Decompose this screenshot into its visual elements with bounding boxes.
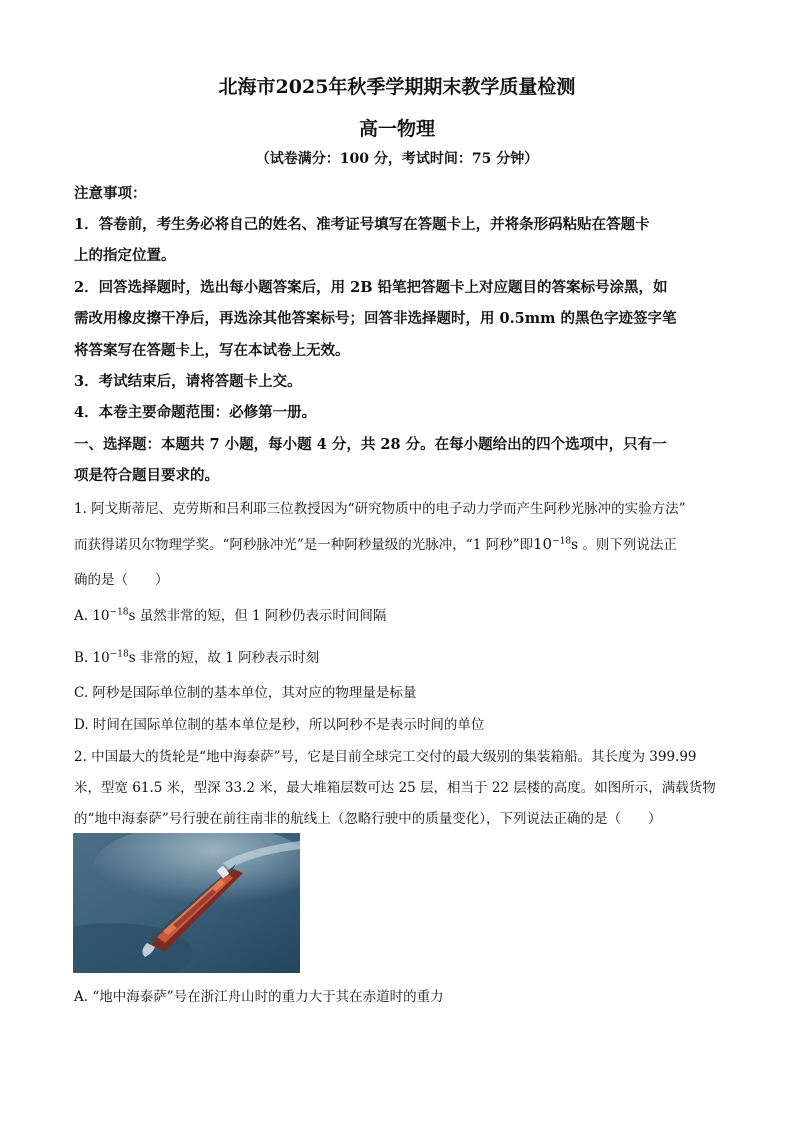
notes-heading: 注意事项： xyxy=(74,185,147,202)
q2-option-a: A. “地中海泰萨”号在浙江舟山时的重力大于其在赤道时的重力 xyxy=(74,989,444,1005)
section-1-line-2: 项是符合题目要求的。 xyxy=(74,467,219,484)
q1-option-a-power-exponent: −18 xyxy=(109,607,129,618)
q1-option-a xyxy=(74,604,724,624)
q1-option-b xyxy=(74,646,724,666)
q1-power-exponent: −18 xyxy=(552,536,572,547)
q2-stem-line-2: 米，型宽 61.5 米，型深 33.2 米，最大堆箱层数可达 25 层，相当于 22 层楼的高度。如图所示，满载货物 xyxy=(74,780,716,796)
q1-stem-line-2-a: 而获得诺贝尔物理学奖。“阿秒脉冲光”是一种阿秒量级的光脉冲，“1 阿秒”即 xyxy=(74,537,533,553)
q1-stem-line-2 xyxy=(74,533,724,553)
container-ship-photo xyxy=(73,833,300,973)
q1-stem-line-2-b: s 。则下列说法正 xyxy=(571,537,677,553)
q1-option-a-label: A. xyxy=(74,608,93,624)
note-3: 3．考试结束后，请将答题卡上交。 xyxy=(74,373,302,390)
q2-stem-line-3: 的“地中海泰萨”号行驶在前往南非的航线上（忽略行驶中的质量变化），下列说法正确的是（ ） xyxy=(74,811,662,827)
q1-option-b-text: s 非常的短，故 1 阿秒表示时刻 xyxy=(128,650,320,666)
q1-stem-line-1: 1. 阿戈斯蒂尼、克劳斯和吕利耶三位教授因为“研究物质中的电子动力学而产生阿秒光脉冲的实验方法” xyxy=(74,501,686,517)
note-2-line-1: 2．回答选择题时，选出每小题答案后，用 2B 铅笔把答题卡上对应题目的答案标号涂黑，如 xyxy=(74,279,668,296)
exam-title: 北海市2025年秋季学期期末教学质量检测 xyxy=(218,76,576,98)
q1-option-c: C. 阿秒是国际单位制的基本单位，其对应的物理量是标量 xyxy=(74,685,417,701)
q1-option-d: D. 时间在国际单位制的基本单位是秒，所以阿秒不是表示时间的单位 xyxy=(74,717,485,733)
section-1-line-1: 一、选择题：本题共 7 小题，每小题 4 分，共 28 分。在每小题给出的四个选项中，只有一 xyxy=(74,436,667,453)
note-4: 4．本卷主要命题范围：必修第一册。 xyxy=(74,404,317,421)
q1-option-b-label: B. xyxy=(74,650,93,666)
exam-subject: 高一物理 xyxy=(358,118,435,140)
note-1-line-2: 上的指定位置。 xyxy=(74,247,176,264)
q1-option-a-text: s 虽然非常的短，但 1 阿秒仍表示时间间隔 xyxy=(128,608,387,624)
exam-info: （试卷满分：100 分，考试时间：75 分钟） xyxy=(255,151,539,167)
q1-option-b-power-base: 10 xyxy=(92,650,110,666)
q1-option-a-power-base: 10 xyxy=(92,608,110,624)
note-2-line-2: 需改用橡皮擦干净后，再选涂其他答案标号；回答非选择题时，用 0.5mm 的黑色字迹签字笔 xyxy=(74,310,677,327)
q1-option-b-power-exponent: −18 xyxy=(109,649,129,660)
q1-power-base: 10 xyxy=(533,535,553,553)
note-1-line-1: 1．答卷前，考生务必将自己的姓名、准考证号填写在答题卡上，并将条形码粘贴在答题卡 xyxy=(74,216,650,233)
q2-stem-line-1: 2. 中国最大的货轮是“地中海泰萨”号，它是目前全球完工交付的最大级别的集装箱船。其长度为 399.99 xyxy=(74,749,697,765)
note-2-line-3: 将答案写在答题卡上，写在本试卷上无效。 xyxy=(74,342,350,359)
q1-stem-line-3: 确的是（ ） xyxy=(74,572,169,588)
